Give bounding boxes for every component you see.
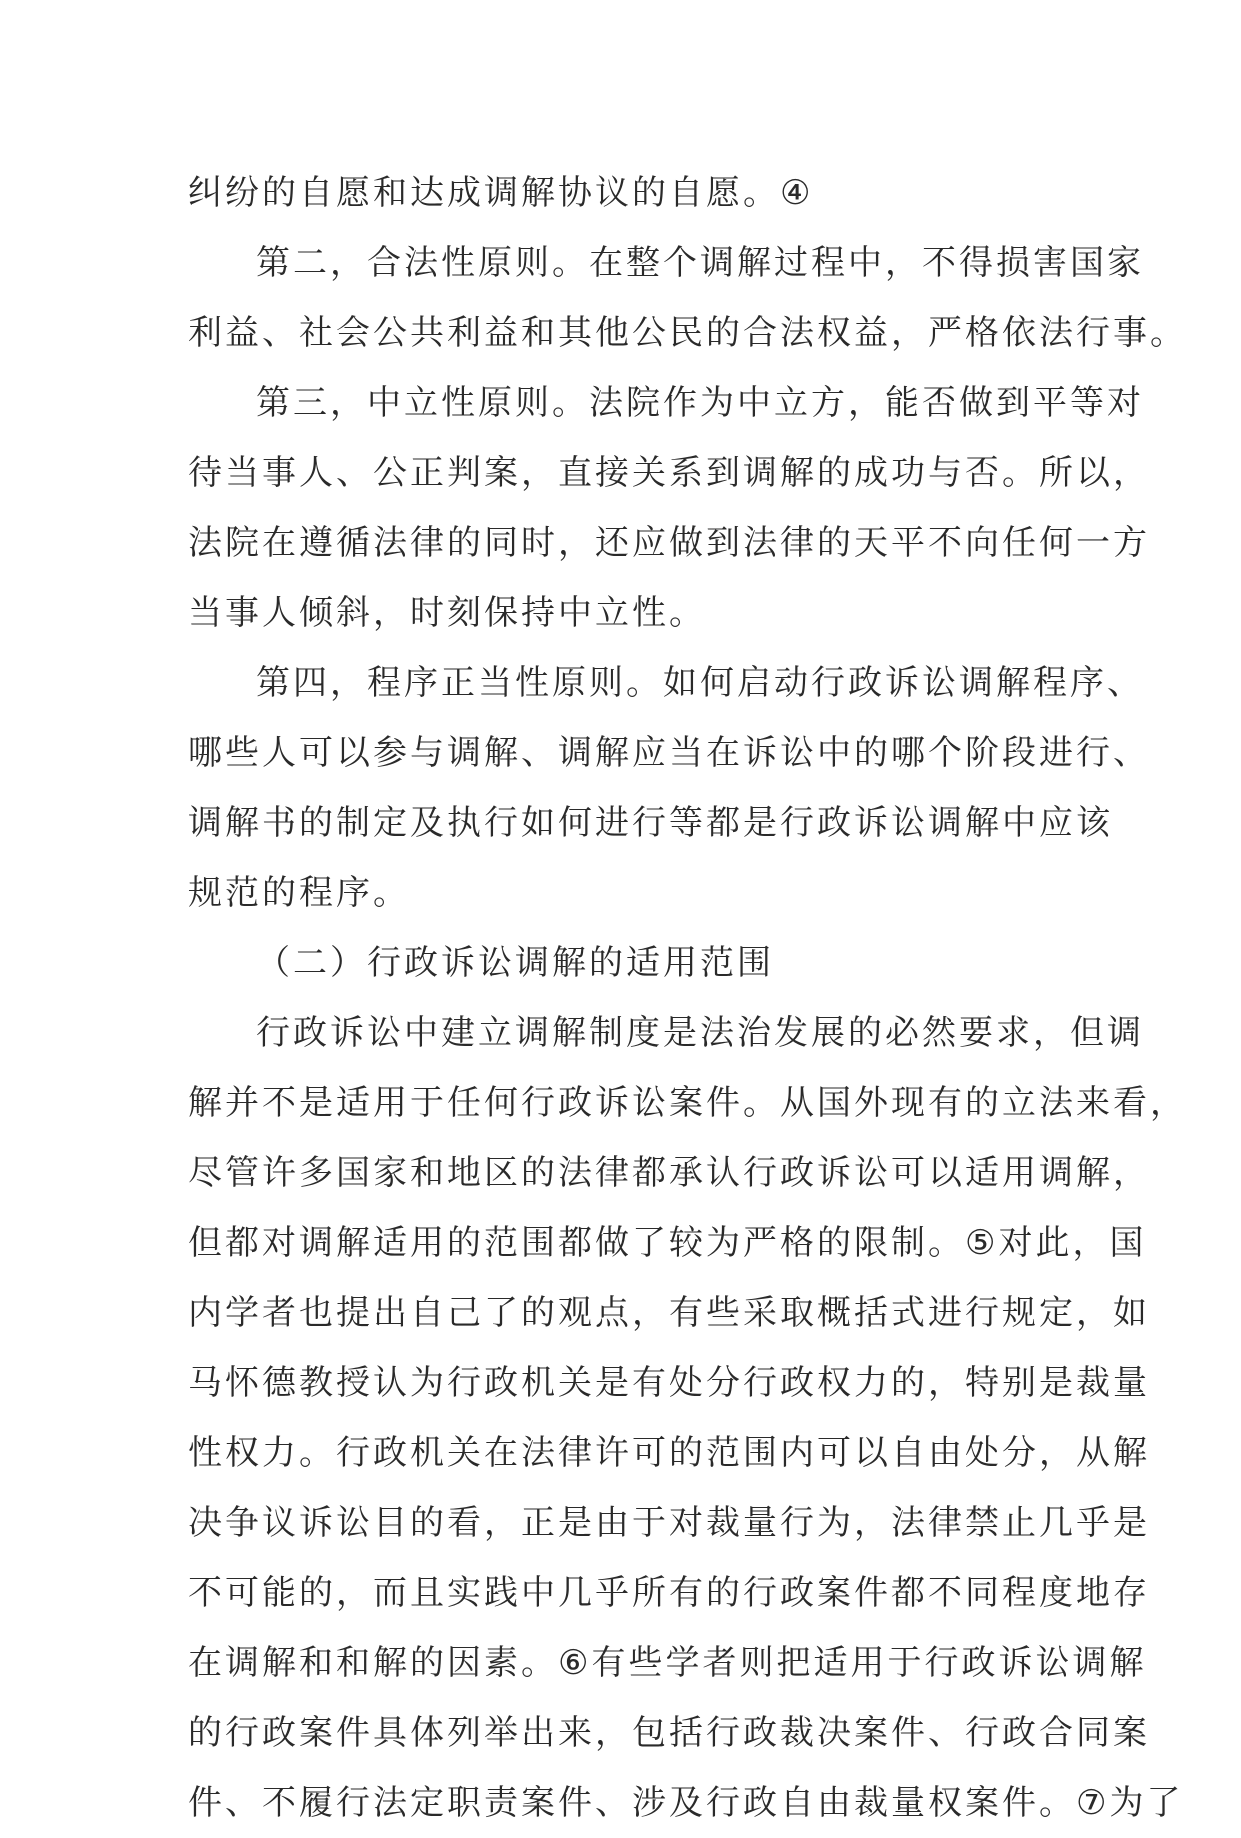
text-line: 规范的程序。 xyxy=(188,873,410,913)
text-line: 第三，中立性原则。法院作为中立方，能否做到平等对 xyxy=(256,383,1144,423)
text-line: 性权力。行政机关在法律许可的范围内可以自由处分，从解 xyxy=(188,1433,1150,1473)
text-line: 第四，程序正当性原则。如何启动行政诉讼调解程序、 xyxy=(256,663,1144,703)
text-line: 行政诉讼中建立调解制度是法治发展的必然要求，但调 xyxy=(256,1013,1144,1053)
text-line: 法院在遵循法律的同时，还应做到法律的天平不向任何一方 xyxy=(188,523,1150,563)
text-line: 纠纷的自愿和达成调解协议的自愿。④ xyxy=(188,173,814,213)
text-line: 马怀德教授认为行政机关是有处分行政权力的，特别是裁量 xyxy=(188,1363,1150,1403)
text-line: 第二，合法性原则。在整个调解过程中，不得损害国家 xyxy=(256,243,1144,283)
text-line: 调解书的制定及执行如何进行等都是行政诉讼调解中应该 xyxy=(188,803,1113,843)
text-line: 不可能的，而且实践中几乎所有的行政案件都不同程度地存 xyxy=(188,1573,1150,1613)
text-line: 解并不是适用于任何行政诉讼案件。从国外现有的立法来看， xyxy=(188,1083,1187,1123)
text-line: 件、不履行法定职责案件、涉及行政自由裁量权案件。⑦为了 xyxy=(188,1783,1184,1823)
document-body xyxy=(188,158,1187,1838)
section-heading: （二）行政诉讼调解的适用范围 xyxy=(256,943,774,983)
text-line: 在调解和和解的因素。⑥有些学者则把适用于行政诉讼调解 xyxy=(188,1643,1147,1683)
text-line: 的行政案件具体列举出来，包括行政裁决案件、行政合同案 xyxy=(188,1713,1150,1753)
text-line: 利益、社会公共利益和其他公民的合法权益，严格依法行事。 xyxy=(188,313,1187,353)
text-line: 但都对调解适用的范围都做了较为严格的限制。⑤对此，国 xyxy=(188,1223,1147,1263)
text-line: 当事人倾斜，时刻保持中立性。 xyxy=(188,593,706,633)
text-line: 尽管许多国家和地区的法律都承认行政诉讼可以适用调解， xyxy=(188,1153,1150,1193)
text-line: 决争议诉讼目的看，正是由于对裁量行为，法律禁止几乎是 xyxy=(188,1503,1150,1543)
text-line: 待当事人、公正判案，直接关系到调解的成功与否。所以， xyxy=(188,453,1150,493)
text-line: 内学者也提出自己了的观点，有些采取概括式进行规定，如 xyxy=(188,1293,1150,1333)
text-line: 哪些人可以参与调解、调解应当在诉讼中的哪个阶段进行、 xyxy=(188,733,1150,773)
